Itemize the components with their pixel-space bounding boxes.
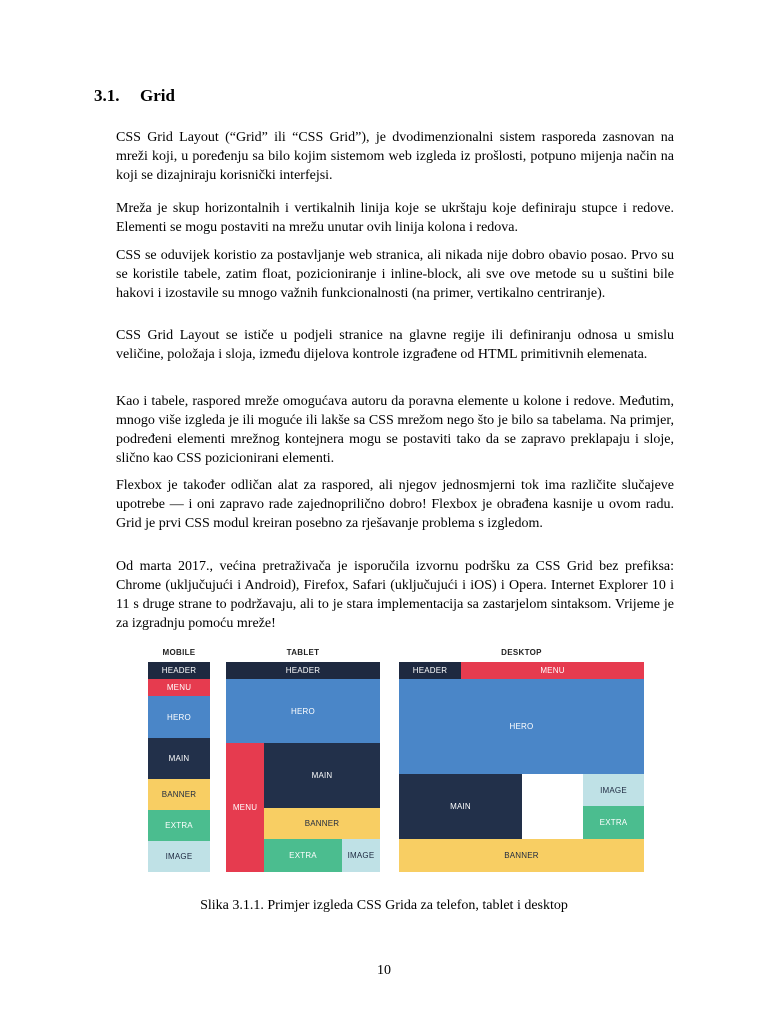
desktop-main-block: MAIN xyxy=(399,774,522,839)
mobile-title: MOBILE xyxy=(162,648,196,657)
paragraph: CSS Grid Layout (“Grid” ili “CSS Grid”), je dvodimenzionalni sistem rasporeda zasnovan na mreži koji, u poređenju sa bilo kojim sistemom web izgleda iz prošlosti, potpuno mijenja način na koji se dizajniraju korisnički interfejsi. xyxy=(116,130,674,183)
mobile-main-block: MAIN xyxy=(148,738,210,779)
desktop-title: DESKTOP xyxy=(501,648,542,657)
mobile-image-block: IMAGE xyxy=(148,841,210,872)
tablet-hero-block: HERO xyxy=(226,679,380,743)
desktop-hero-block: HERO xyxy=(399,679,644,774)
mobile-hero-block: HERO xyxy=(148,696,210,738)
paragraph: CSS Grid Layout se ističe u podjeli stranice na glavne regije ili definiranju odnosa u smislu veličine, položaja i sloja, između dijelova kontrole izgrađene od HTML primitivnih elemenata. xyxy=(116,328,674,362)
desktop-menu-block: MENU xyxy=(461,662,644,679)
section-heading xyxy=(94,86,175,106)
mobile-header-block: HEADER xyxy=(148,662,210,679)
mobile-extra-block: EXTRA xyxy=(148,810,210,841)
grid-layout-figure xyxy=(146,640,646,895)
tablet-title: TABLET xyxy=(286,648,320,657)
paragraph: Flexbox je također odličan alat za raspored, ali njegov jednosmjerni tok ima različite slučajeve upotrebe — i oni zapravo rade zajednoprilično dobro! Flexbox je obrađena kasnije u ovom radu. Grid je prvi CSS modul kreiran posebno za rješavanje problema s izgledom. xyxy=(116,478,674,531)
paragraph: Kao i tabele, raspored mreže omogućava autoru da poravna elemente u kolone i redove. Međutim, mnogo više izgleda je ili moguće ili lakše sa CSS mrežom nego što je bilo sa tabelama. Na primjer, podređeni elementi mrežnog kontejnera mogu se postaviti tako da se zapravo preklapaju i sloje, slično kao CSS pozicionirani elementi. xyxy=(116,394,674,466)
desktop-banner-block: BANNER xyxy=(399,839,644,872)
desktop-header-block: HEADER xyxy=(399,662,461,679)
desktop-image-block: IMAGE xyxy=(583,774,644,806)
tablet-menu-block: MENU xyxy=(226,743,264,872)
figure-caption: Slika 3.1.1. Primjer izgleda CSS Grida za telefon, tablet i desktop xyxy=(200,898,568,913)
tablet-banner-block: BANNER xyxy=(264,808,380,839)
tablet-header-block: HEADER xyxy=(226,662,380,679)
tablet-main-block: MAIN xyxy=(264,743,380,808)
mobile-banner-block: BANNER xyxy=(148,779,210,810)
page-number: 10 xyxy=(377,963,391,978)
paragraph: CSS se oduvijek koristio za postavljanje web stranica, ali nikada nije dobro obavio posao. Prvo su se koristile tabele, zatim float, pozicioniranje i inline-block, ali sve ove metode su u suštini bile hakovi i izostavile su mnogo važnih funkcionalnosti (na primer, vertikalno centriranje). xyxy=(116,248,674,301)
paragraph: Mreža je skup horizontalnih i vertikalnih linija koje se ukrštaju koje definiraju stupce i redove. Elementi se mogu postaviti na mrežu unutar ovih linija kolona i redova. xyxy=(116,201,674,235)
section-number: 3.1. xyxy=(94,86,120,105)
paragraph: Od marta 2017., većina pretraživača je isporučila izvornu podršku za CSS Grid bez prefiksa: Chrome (uključujući i Android), Firefox, Safari (uključujući i iOS) i Opera. Internet Explorer 10 i 11 s druge strane to podržavaju, ali to je stara implementacija sa zastarjelom sintaksom. Vrijeme je za izgradnju pomoću mreže! xyxy=(116,559,674,631)
tablet-extra-block: EXTRA xyxy=(264,839,342,872)
desktop-extra-block: EXTRA xyxy=(583,806,644,839)
tablet-image-block: IMAGE xyxy=(342,839,380,872)
mobile-menu-block: MENU xyxy=(148,679,210,696)
section-title: Grid xyxy=(140,86,175,105)
